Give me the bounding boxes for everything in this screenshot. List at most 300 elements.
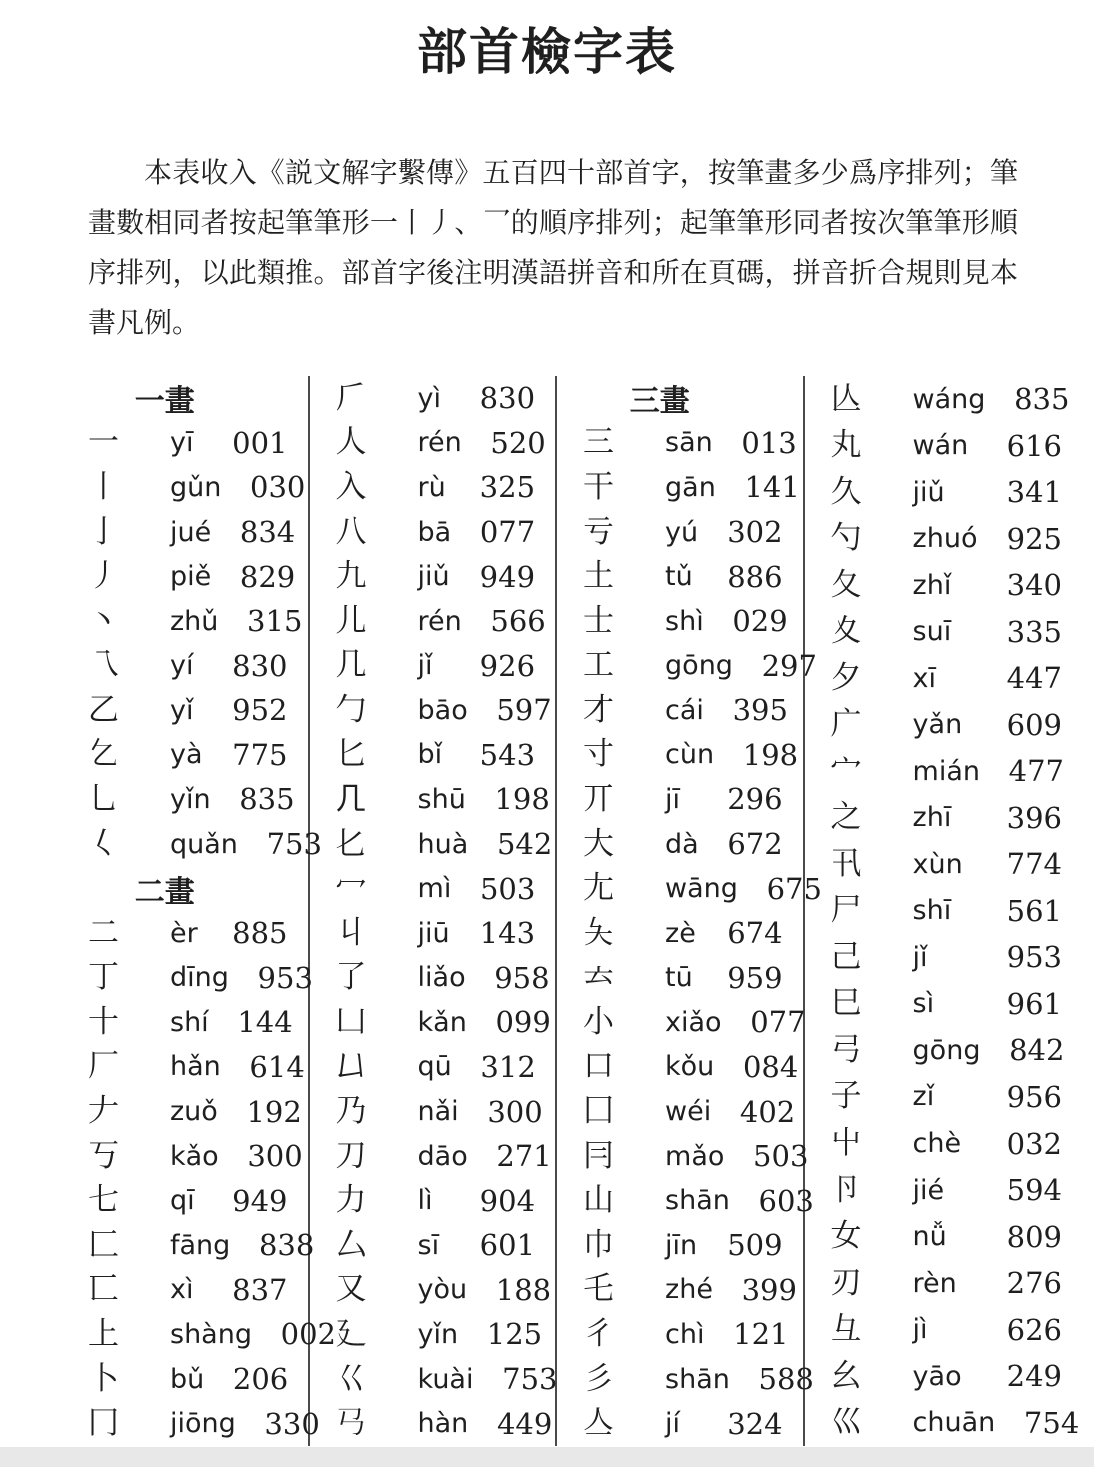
radical-page-number: 249 [1006, 1359, 1062, 1394]
radical-page-number: 949 [232, 1183, 288, 1218]
radical-page-number: 837 [232, 1272, 288, 1307]
radical-char: 丁 [88, 959, 119, 996]
radical-char: 子 [830, 1078, 862, 1115]
radical-entry [557, 1089, 803, 1134]
radical-entry [310, 510, 556, 555]
radical-page-number: 312 [480, 1049, 536, 1084]
radical-page-number: 503 [479, 871, 536, 906]
radical-char: 巾 [583, 1226, 615, 1263]
radical-pinyin: sī [417, 1229, 440, 1261]
radical-pinyin: nǎi [417, 1096, 459, 1128]
radical-page-number: 609 [1006, 707, 1062, 742]
radical-entry [310, 465, 556, 510]
radical-page-number: 835 [1014, 382, 1070, 417]
radical-page-number: 002 [280, 1317, 336, 1352]
radical-page-number: 830 [232, 648, 288, 683]
radical-pinyin: zhǔ [170, 605, 219, 637]
radical-pinyin: kǎn [417, 1006, 467, 1038]
radical-char: 力 [335, 1182, 367, 1219]
radical-char: 𠫓 [583, 959, 615, 996]
radical-pinyin: dà [665, 828, 699, 860]
radical-char: 十 [88, 1003, 119, 1040]
radical-entry [557, 1223, 803, 1268]
radical-page-number: 842 [1009, 1033, 1065, 1068]
radical-char: 人 [335, 424, 367, 461]
radical-char: 弓 [830, 1031, 862, 1068]
radical-page-number: 953 [257, 960, 313, 995]
radical-page-number: 834 [239, 515, 296, 550]
radical-pinyin: jiōng [170, 1408, 236, 1440]
radical-page-number: 030 [250, 470, 306, 505]
radical-entry [62, 421, 308, 466]
radical-entry [557, 510, 803, 555]
radical-pinyin: quǎn [170, 828, 238, 860]
radical-pinyin: jí [665, 1408, 681, 1440]
radical-char: 才 [583, 691, 615, 728]
radical-entry [805, 702, 1082, 749]
radical-page-number: 032 [1006, 1126, 1062, 1161]
radical-char: 𠂆 [335, 379, 367, 416]
radical-page-number: 302 [727, 515, 783, 550]
radical-entry [310, 376, 556, 421]
radical-page-number: 402 [739, 1094, 796, 1129]
radical-page-number: 542 [496, 827, 553, 862]
radical-char: 又 [335, 1271, 367, 1308]
radical-char: 匕 [335, 736, 367, 773]
radical-char: 幺 [830, 1357, 862, 1394]
radical-char: 刃 [830, 1264, 862, 1301]
radical-char: 卂 [830, 845, 862, 882]
radical-page-number: 775 [232, 737, 288, 772]
radical-char: 夊 [830, 613, 862, 650]
radical-pinyin: wāng [665, 873, 738, 905]
radical-pinyin: shū [417, 783, 466, 815]
radical-page-number: 099 [495, 1005, 551, 1040]
radical-entry [310, 421, 556, 466]
radical-entry [62, 777, 308, 822]
radical-pinyin: gǔn [170, 471, 222, 503]
radical-entry [805, 888, 1082, 935]
radical-page-number: 953 [1006, 940, 1062, 975]
radical-pinyin: yī [170, 427, 194, 459]
radical-entry [62, 956, 313, 1001]
radical-entry [310, 1089, 556, 1134]
radical-entry [805, 1167, 1082, 1214]
radical-char: 彑 [830, 1311, 862, 1348]
index-column-4 [805, 376, 1082, 1446]
radical-char: 彡 [583, 1360, 615, 1397]
radical-pinyin: bā [417, 516, 452, 548]
radical-char: 八 [335, 513, 367, 550]
radical-char: 勺 [830, 520, 862, 557]
radical-char: 久 [830, 473, 862, 510]
radical-char: 小 [583, 1003, 615, 1040]
radical-pinyin: hǎn [170, 1051, 221, 1083]
radical-entry [62, 1000, 308, 1045]
page-edge-shadow [0, 1447, 1094, 1467]
radical-entry [557, 1268, 803, 1313]
radical-page-number: 561 [1006, 893, 1062, 928]
radical-page-number: 952 [232, 693, 288, 728]
radical-entry [62, 510, 308, 555]
radical-page-number: 566 [490, 604, 546, 639]
radical-pinyin: yà [170, 739, 203, 771]
radical-char: 𠤎 [335, 825, 367, 862]
radical-entry [805, 1353, 1082, 1400]
radical-index-table [62, 376, 1082, 1446]
radical-char: 入 [335, 468, 367, 505]
radical-pinyin: xì [170, 1274, 194, 1306]
radical-char: 一 [88, 424, 119, 461]
radical-pinyin: tū [665, 962, 693, 994]
radical-entry [805, 469, 1082, 516]
radical-entry [557, 1000, 806, 1045]
radical-page-number: 399 [741, 1272, 797, 1307]
radical-entry [805, 376, 1082, 423]
radical-entry [805, 1074, 1082, 1121]
radical-char: 巳 [830, 985, 862, 1022]
radical-entry [557, 777, 803, 822]
radical-page-number: 144 [237, 1005, 293, 1040]
radical-char: 卜 [88, 1360, 119, 1397]
radical-pinyin: rén [417, 427, 462, 459]
radical-page-number: 626 [1006, 1312, 1062, 1347]
radical-page-number: 961 [1006, 986, 1062, 1021]
radical-pinyin: chè [912, 1128, 962, 1159]
radical-char: 囗 [583, 1093, 615, 1130]
radical-char: 女 [830, 1218, 862, 1255]
radical-char: 刀 [335, 1137, 367, 1174]
radical-char: 乁 [88, 647, 119, 684]
radical-pinyin: bǐ [417, 739, 443, 771]
radical-entry [310, 956, 556, 1001]
radical-page-number: 198 [742, 737, 799, 772]
radical-char: 夂 [830, 566, 862, 603]
radical-char: 亼 [583, 1405, 615, 1442]
radical-entry [310, 643, 556, 688]
radical-pinyin: chì [665, 1318, 705, 1350]
radical-page-number: 904 [479, 1183, 536, 1218]
radical-page-number: 447 [1006, 661, 1062, 696]
radical-char: 乚 [88, 780, 119, 817]
radical-page-number: 330 [264, 1406, 320, 1441]
radical-char: 冖 [335, 870, 367, 907]
radical-entry [310, 911, 556, 956]
radical-char: 三 [583, 424, 615, 461]
radical-char: 亾 [830, 380, 862, 417]
index-column-1 [62, 376, 336, 1446]
radical-page-number: 296 [727, 782, 783, 817]
radical-char: 冂 [88, 1405, 119, 1442]
radical-entry [805, 795, 1082, 842]
radical-entry [62, 1312, 336, 1357]
radical-char: 𠂇 [88, 1093, 119, 1130]
radical-page-number: 449 [496, 1406, 553, 1441]
radical-pinyin: zhī [912, 802, 952, 834]
radical-entry [62, 1089, 308, 1134]
radical-entry [805, 1213, 1082, 1260]
radical-entry [310, 1268, 556, 1313]
radical-pinyin: zuǒ [170, 1096, 218, 1128]
radical-page-number: 543 [479, 737, 536, 772]
radical-pinyin: jiū [417, 917, 450, 949]
radical-entry [62, 643, 308, 688]
radical-pinyin: zhǐ [912, 569, 952, 601]
radical-pinyin: bāo [417, 694, 468, 726]
radical-page-number: 601 [479, 1228, 536, 1263]
radical-page-number: 956 [1006, 1079, 1062, 1114]
radical-char: 𡿨 [88, 825, 119, 862]
radical-page-number: 503 [753, 1139, 809, 1174]
radical-entry [62, 1178, 308, 1223]
radical-entry [805, 1027, 1082, 1074]
radical-pinyin: jīn [665, 1229, 698, 1261]
radical-page-number: 013 [741, 425, 797, 460]
radical-pinyin: yú [665, 516, 699, 548]
radical-pinyin: tǔ [665, 561, 693, 593]
radical-char: 𠃉 [88, 736, 119, 773]
radical-entry [805, 423, 1082, 470]
radical-entry [310, 777, 556, 822]
radical-page-number: 276 [1006, 1266, 1062, 1301]
radical-page-number: 830 [479, 381, 536, 416]
radical-pinyin: sì [912, 988, 935, 1020]
radical-page-number: 520 [490, 425, 546, 460]
radical-page-number: 125 [486, 1317, 543, 1352]
stroke-section-header: 一畫 [134, 384, 195, 420]
radical-entry [805, 1260, 1082, 1307]
page-title: 部首檢字表 [417, 22, 677, 81]
radical-entry [310, 1223, 556, 1268]
radical-page-number: 001 [232, 425, 288, 460]
radical-page-number: 835 [239, 782, 295, 817]
radical-pinyin: dīng [170, 962, 229, 994]
radical-page-number: 188 [495, 1272, 552, 1307]
radical-page-number: 198 [494, 782, 550, 817]
radical-entry [805, 516, 1082, 563]
radical-char: 尸 [830, 892, 862, 929]
radical-entry [557, 1401, 803, 1446]
radical-entry [310, 733, 556, 778]
radical-entry [310, 1401, 556, 1446]
radical-char: 之 [830, 799, 862, 836]
radical-page-number: 121 [733, 1317, 789, 1352]
radical-char: 勹 [335, 691, 367, 728]
radical-char: 厂 [88, 1048, 119, 1085]
radical-page-number: 341 [1006, 475, 1062, 510]
radical-pinyin: jī [665, 783, 681, 815]
radical-char: 山 [583, 1182, 615, 1219]
radical-page-number: 300 [247, 1139, 303, 1174]
radical-page-number: 829 [239, 559, 296, 594]
radical-page-number: 396 [1006, 800, 1062, 835]
radical-char: 干 [583, 468, 615, 505]
radical-page-number: 594 [1006, 1173, 1062, 1208]
radical-entry [310, 866, 556, 911]
radical-pinyin: yí [170, 650, 194, 682]
radical-entry [805, 562, 1082, 609]
radical-page-number: 588 [758, 1362, 814, 1396]
radical-pinyin: jiǔ [912, 476, 945, 508]
radical-page-number: 885 [232, 916, 288, 951]
radical-entry [557, 421, 803, 466]
radical-entry [805, 841, 1082, 888]
radical-char: 九 [335, 558, 367, 595]
radical-pinyin: rén [417, 605, 462, 637]
radical-pinyin: xiǎo [665, 1006, 722, 1038]
radical-entry [805, 934, 1082, 981]
radical-page-number: 206 [232, 1362, 289, 1396]
radical-char: 工 [583, 647, 615, 684]
radical-entry [805, 981, 1082, 1028]
radical-pinyin: wéi [665, 1096, 712, 1128]
radical-page-number: 675 [766, 871, 822, 906]
radical-entry [62, 1401, 320, 1446]
radical-char: 𠘧 [335, 780, 367, 817]
radical-entry [557, 733, 803, 778]
radical-char: 巜 [335, 1360, 367, 1397]
radical-page-number: 753 [502, 1362, 558, 1396]
radical-page-number: 614 [249, 1049, 305, 1084]
radical-char: 士 [583, 602, 615, 639]
radical-pinyin: bǔ [170, 1363, 205, 1395]
radical-pinyin: jǐ [417, 650, 433, 682]
radical-page-number: 754 [1023, 1405, 1080, 1440]
radical-char: 乙 [88, 691, 119, 728]
radical-pinyin: gōng [665, 650, 733, 682]
radical-char: 夨 [583, 914, 615, 951]
radical-entry [557, 643, 817, 688]
radical-pinyin: shàng [170, 1318, 252, 1350]
radical-page-number: 959 [727, 960, 783, 995]
stroke-section-header: 二畫 [134, 874, 195, 910]
radical-entry [310, 1357, 556, 1402]
radical-pinyin: xī [912, 662, 937, 694]
radical-entry [557, 1178, 814, 1223]
radical-pinyin: wán [912, 430, 969, 462]
radical-page-number: 077 [750, 1005, 806, 1040]
radical-page-number: 300 [487, 1094, 543, 1129]
radical-entry [557, 1134, 809, 1179]
radical-char: 厶 [335, 1226, 367, 1263]
radical-pinyin: chuān [912, 1407, 996, 1439]
radical-entry [557, 1312, 803, 1357]
radical-page-number: 753 [266, 827, 322, 862]
radical-char: 二 [88, 914, 119, 951]
radical-entry [62, 688, 308, 733]
index-column-2 [310, 376, 558, 1446]
radical-pinyin: sān [665, 427, 713, 459]
radical-entry [557, 911, 803, 956]
radical-pinyin: shān [665, 1363, 730, 1395]
radical-page-number: 297 [761, 648, 817, 683]
radical-pinyin: kǎo [170, 1140, 219, 1172]
stroke-section-header: 三畫 [629, 384, 690, 420]
radical-pinyin: gōng [912, 1034, 981, 1066]
radical-pinyin: shī [912, 895, 952, 927]
radical-char: 匸 [88, 1271, 119, 1308]
radical-entry [805, 655, 1082, 702]
radical-pinyin: zǐ [912, 1081, 935, 1113]
radical-page-number: 340 [1006, 568, 1062, 603]
radical-page-number: 395 [732, 693, 788, 728]
radical-entry [62, 1223, 315, 1268]
radical-pinyin: xùn [912, 848, 963, 880]
radical-char: 卪 [830, 1171, 862, 1208]
radical-pinyin: zhé [665, 1274, 713, 1306]
radical-pinyin: shì [665, 605, 704, 637]
radical-entry [62, 911, 308, 956]
radical-char: 儿 [335, 602, 367, 639]
radical-pinyin: jué [170, 516, 212, 548]
radical-char: 巛 [830, 1404, 862, 1441]
radical-page-number: 029 [732, 604, 788, 639]
radical-page-number: 809 [1006, 1219, 1062, 1254]
radical-pinyin: cái [665, 694, 704, 726]
radical-entry [62, 1045, 308, 1090]
radical-char: 亅 [88, 513, 119, 550]
radical-entry [310, 1134, 556, 1179]
radical-char: 己 [830, 938, 862, 975]
radical-char: 广 [830, 706, 862, 743]
radical-page-number: 077 [479, 515, 536, 550]
radical-entry [557, 1045, 803, 1090]
radical-pinyin: yāo [912, 1360, 962, 1392]
radical-char: 大 [583, 825, 615, 862]
radical-pinyin: suī [912, 616, 952, 648]
radical-page-number: 141 [744, 470, 800, 505]
radical-char: 丌 [583, 780, 615, 817]
radical-pinyin: wáng [912, 383, 986, 415]
radical-entry [557, 465, 803, 510]
radical-entry [62, 1134, 308, 1179]
radical-char: 几 [335, 647, 367, 684]
radical-char: 尢 [583, 870, 615, 907]
radical-pinyin: gān [665, 471, 716, 503]
radical-pinyin: rù [417, 471, 446, 503]
radical-page-number: 838 [258, 1228, 315, 1263]
radical-pinyin: kuài [417, 1363, 474, 1395]
radical-pinyin: fāng [170, 1229, 231, 1261]
radical-pinyin: jì [912, 1314, 928, 1346]
radical-entry [62, 733, 308, 778]
radical-char: 口 [583, 1048, 615, 1085]
radical-pinyin: yǐ [170, 694, 194, 726]
radical-char: 𢎘 [335, 1405, 367, 1442]
radical-page-number: 958 [494, 960, 550, 995]
radical-pinyin: dāo [417, 1140, 468, 1172]
radical-char: 丂 [88, 1137, 119, 1174]
radical-entry [557, 822, 803, 867]
radical-page-number: 143 [479, 916, 536, 951]
radical-entry [310, 554, 556, 599]
radical-pinyin: cùn [665, 739, 715, 771]
radical-pinyin: shí [170, 1006, 209, 1038]
radical-pinyin: lì [417, 1185, 433, 1217]
radical-entry [62, 599, 308, 644]
radical-char: 匚 [88, 1226, 119, 1263]
radical-pinyin: yǐn [417, 1318, 459, 1350]
intro-paragraph: 本表收入《説文解字繫傳》五百四十部首字，按筆畫多少爲序排列；筆畫數相同者按起筆筆形一丨丿、乛的順序排列；起筆筆形同者按次筆筆形順序排列，以此類推。部首字後注明漢語拼音和所在頁碼，拼音折合規則見本書凡例。 [88, 156, 1018, 339]
radical-entry [557, 599, 803, 644]
radical-char: 宀 [830, 752, 862, 789]
radical-entry [62, 554, 308, 599]
radical-pinyin: mián [912, 755, 981, 787]
radical-pinyin: mì [417, 873, 452, 905]
radical-char: 乃 [335, 1093, 367, 1130]
radical-entry [805, 1306, 1082, 1353]
radical-entry [310, 599, 556, 644]
